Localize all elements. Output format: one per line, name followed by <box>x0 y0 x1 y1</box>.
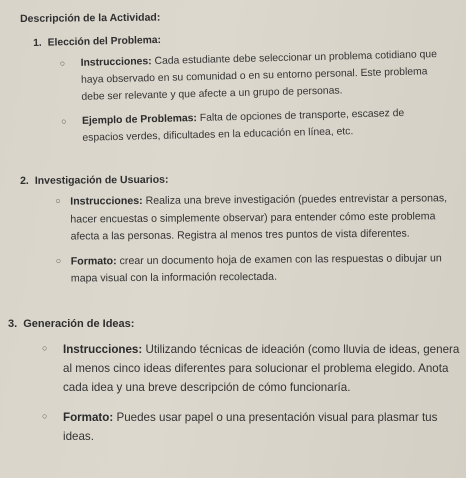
bullet-icon: ○ <box>60 116 67 127</box>
section-title: Generación de Ideas: <box>23 318 135 330</box>
list-item <box>20 190 455 247</box>
item-body: Utilizando técnicas de ideación (como lluvia de ideas, genera al menos cinco ideas diferentes para solucionar el problema elegido. Anota cada idea y una breve descripción de cómo funcionaría. <box>63 343 460 395</box>
item-text <box>63 408 463 446</box>
item-text <box>80 47 441 106</box>
item-body: Puedes usar papel o una presentación visual para plasmar tus ideas. <box>63 410 438 443</box>
section-number: 2. <box>20 174 29 187</box>
list-item <box>33 47 441 107</box>
list-item <box>35 105 443 149</box>
page-title: Descripción de la Actividad: <box>20 11 161 25</box>
item-label: Instrucciones: <box>70 194 143 208</box>
item-label: Ejemplo de Problemas: <box>81 113 198 128</box>
item-text <box>70 190 455 246</box>
item-body: Falta de opciones de transporte, escasez de espacios verdes, dificultades en la educación en línea, etc. <box>82 108 405 145</box>
bullet-icon: ○ <box>42 410 48 421</box>
item-label: Instrucciones: <box>63 343 143 356</box>
item-label: Formato: <box>70 254 117 268</box>
section-investigacion-usuarios <box>20 171 461 289</box>
section-number: 3. <box>8 318 18 330</box>
bullet-icon: ○ <box>55 195 61 206</box>
item-label: Formato: <box>63 410 114 424</box>
item-label: Instrucciones: <box>80 56 152 69</box>
list-item <box>8 408 463 446</box>
section-number: 1. <box>33 37 42 49</box>
list-item <box>8 340 463 398</box>
section-eleccion-problema <box>33 27 466 149</box>
item-body: Cada estudiante debe seleccionar un problema cotidiano que haya observado en su comunidad o en su entorno personal. Este problema debe ser relevante y que afecte a un grupo de personas. <box>80 49 438 103</box>
section-heading <box>8 318 448 330</box>
section-generacion-ideas <box>8 318 460 446</box>
item-body: Realiza una breve investigación (puedes entrevistar a personas, hacer encuestas o simplemente observar) para entender cómo este problema afecta a las personas. Registra al menos tres puntos de vista diferentes. <box>70 192 448 243</box>
section-heading <box>20 171 460 187</box>
bullet-icon: ○ <box>42 343 48 353</box>
bullet-icon: ○ <box>55 255 62 266</box>
item-body: crear un documento hoja de examen con las respuestas o dibujar un mapa visual con la información recolectada. <box>70 252 442 285</box>
section-heading <box>33 27 466 49</box>
item-text <box>71 250 456 289</box>
item-text <box>63 340 463 398</box>
section-title: Elección del Problema: <box>47 34 162 49</box>
item-text <box>82 105 443 147</box>
list-item <box>21 250 456 289</box>
section-title: Investigación de Usuarios: <box>34 173 169 187</box>
bullet-icon: ○ <box>59 58 66 69</box>
